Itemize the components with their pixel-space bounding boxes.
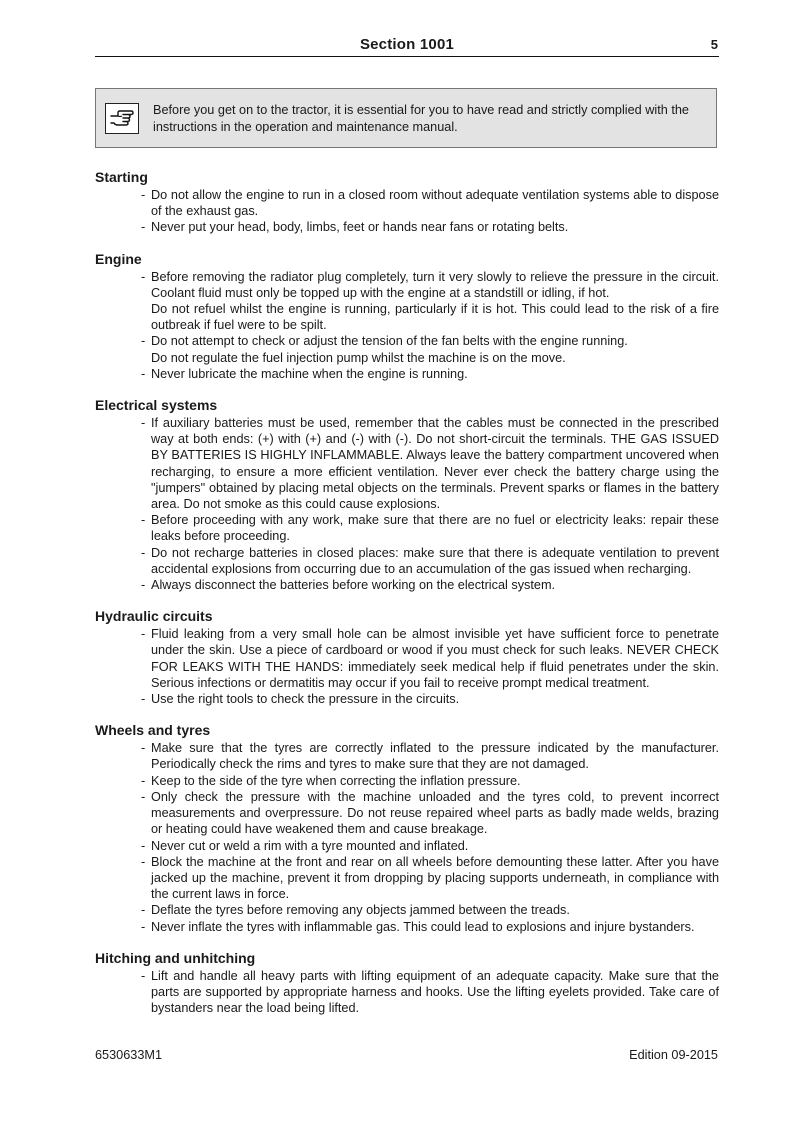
bullet-list	[95, 740, 719, 934]
item-paragraph: - Do not recharge batteries in closed places: make sure that there is adequate ventilation to prevent accidental explosions from occurring due to an accumulation of the gas issued when recharging.	[151, 545, 719, 576]
item-paragraph: - Never inflate the tyres with inflammable gas. This could lead to explosions and injure bystanders.	[151, 919, 695, 934]
page-header	[95, 36, 719, 57]
item-paragraph: Do not refuel whilst the engine is running, particularly if it is hot. This could lead to the risk of a fire outbreak if fuel were to be spilt.	[151, 302, 719, 333]
list-item	[95, 512, 719, 544]
list-item	[95, 740, 719, 772]
section-block	[95, 251, 719, 382]
section-block	[95, 608, 719, 707]
note-box	[95, 88, 717, 148]
list-item	[95, 691, 719, 707]
item-paragraph: - Never cut or weld a rim with a tyre mounted and inflated.	[151, 838, 469, 853]
item-paragraph: - Make sure that the tyres are correctly inflated to the pressure indicated by the manufacturer. Periodically check the rims and tyres to make sure that they are not damaged.	[151, 741, 719, 772]
item-paragraph: - Always disconnect the batteries before working on the electrical system.	[151, 578, 556, 593]
list-item	[95, 626, 719, 691]
bullet-list	[95, 187, 719, 236]
list-item	[95, 545, 719, 577]
list-item	[95, 902, 719, 918]
section-heading: Hydraulic circuits	[95, 608, 213, 625]
section-heading: Wheels and tyres	[95, 722, 211, 739]
section-block	[95, 397, 719, 593]
list-item	[95, 415, 719, 512]
section-block	[95, 950, 719, 1017]
section-word: Section	[359, 36, 416, 53]
item-paragraph: - Only check the pressure with the machine unloaded and the tyres cold, to prevent incorrect measurements and overpressure. Do not reuse repaired wheel parts as badly made welds, brazing or heating could have weakened them and cause breakage.	[151, 789, 719, 837]
section-heading: Electrical systems	[95, 397, 218, 414]
section-block	[95, 722, 719, 934]
item-paragraph: - Block the machine at the front and rear on all wheels before demounting these latter. After you have jacked up the machine, prevent it from dropping by placing supports underneath, in compliance with the current laws in force.	[151, 854, 719, 902]
list-item	[95, 773, 719, 789]
item-paragraph: Do not regulate the fuel injection pump whilst the machine is on the move.	[151, 350, 566, 365]
bullet-list	[95, 269, 719, 382]
section-heading: Engine	[95, 250, 142, 267]
list-item	[95, 366, 719, 382]
section-heading: Starting	[95, 169, 148, 185]
section-number: 1001	[419, 36, 455, 53]
safety-content	[95, 169, 719, 1031]
bullet-list	[95, 415, 719, 593]
item-paragraph: - Fluid leaking from a very small hole can be almost invisible yet have sufficient force to penetrate under the skin. Use a piece of cardboard or wood if you must check for such leaks. NEVER CHECK FOR LEAKS WITH THE HANDS: immediately seek medical help if fluid penetrates under the skin. Serious infections or dermatitis may occur if you fail to receive prompt medical treatment.	[151, 627, 719, 690]
item-paragraph: - Before removing the radiator plug completely, turn it very slowly to relieve the pressure in the circuit. Coolant fluid must only be topped up with the engine at a standstill or idling, if hot.	[151, 269, 719, 300]
list-item	[95, 187, 719, 219]
item-paragraph: - Before proceeding with any work, make sure that there are no fuel or electricity leaks: repair these leaks before proceeding.	[151, 513, 719, 544]
section-block	[95, 169, 719, 236]
item-paragraph: - Do not attempt to check or adjust the tension of the fan belts with the engine running.	[151, 334, 628, 349]
edition-label: Edition 09-2015	[629, 1048, 718, 1062]
item-paragraph: - Keep to the side of the tyre when correcting the inflation pressure.	[151, 773, 521, 788]
list-item	[95, 269, 719, 334]
list-item	[95, 838, 719, 854]
item-paragraph: - Deflate the tyres before removing any objects jammed between the treads.	[151, 903, 570, 918]
section-title	[95, 36, 719, 53]
item-paragraph: - Never put your head, body, limbs, feet or hands near fans or rotating belts.	[151, 220, 569, 235]
bullet-list	[95, 626, 719, 707]
document-code: 6530633M1	[95, 1048, 163, 1062]
list-item	[95, 219, 719, 235]
pointing-hand-icon	[105, 103, 139, 134]
list-item	[95, 789, 719, 838]
bullet-list	[95, 968, 719, 1017]
list-item	[95, 854, 719, 903]
note-text: Before you get on to the tractor, it is essential for you to have read and strictly complied with the instructions in the operation and maintenance manual.	[153, 103, 689, 134]
list-item	[95, 968, 719, 1017]
list-item	[95, 919, 719, 935]
list-item	[95, 577, 719, 593]
item-paragraph: - Lift and handle all heavy parts with lifting equipment of an adequate capacity. Make sure that the parts are supported by appropriate harness and hooks. Use the lifting eyelets provided. Take care of bystanders near the load being lifted.	[151, 968, 719, 1016]
section-heading: Hitching and unhitching	[95, 949, 256, 966]
item-paragraph: - Use the right tools to check the pressure in the circuits.	[151, 692, 460, 707]
list-item	[95, 333, 719, 365]
item-paragraph: - Do not allow the engine to run in a closed room without adequate ventilation systems able to dispose of the exhaust gas.	[151, 188, 719, 219]
item-paragraph: - Never lubricate the machine when the engine is running.	[151, 366, 468, 381]
item-paragraph: - If auxiliary batteries must be used, remember that the cables must be connected in the prescribed way at both ends: (+) with (+) and (-) with (-). Do not short-circuit the terminals. THE GAS ISSUED BY BATTERIES IS HIGHLY INFLAMMABLE. Always leave the battery compartment uncovered when recharging, to ensure a more efficient ventilation. Never ever check the battery charge using the "jumpers" obtained by placing metal objects on the terminals. Prevent sparks or flames in the battery area. Do not smoke as this could cause explosions.	[151, 416, 719, 512]
page-number: 5	[710, 37, 718, 52]
